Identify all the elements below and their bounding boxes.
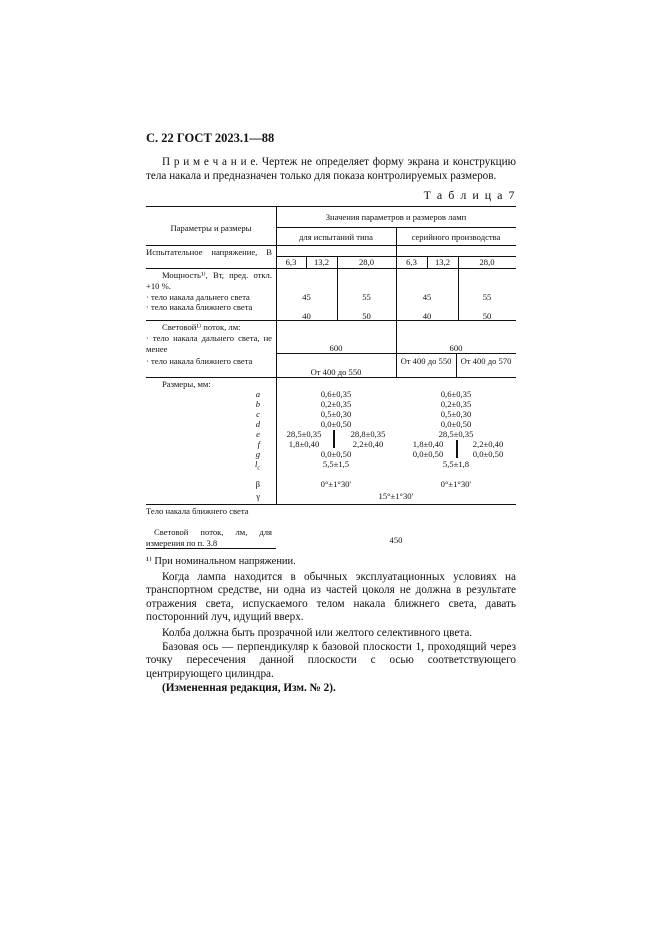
power-far-cell: 45	[302, 292, 311, 302]
dim-g-type: 0,0±0,50	[320, 449, 352, 459]
flux-near-type: От 400 до 550	[310, 367, 362, 377]
dim-symbol: c	[256, 409, 260, 419]
beta-type: 0°±1°30′	[320, 479, 352, 489]
col-head-params: Параметры и размеры	[170, 223, 252, 233]
dim-f-serial-b: 2,2±0,40	[472, 439, 504, 449]
paragraph: Когда лампа находится в обычных эксплуатационных условиях на транспортном средстве, ни одна из частей цоколя не должна в результате отражения света, испускаемого телом накала ближнего света, давать посторонний луч, идущий вверх.	[146, 571, 516, 624]
beta-serial: 0°±1°30′	[440, 479, 472, 489]
flux-far-label: · тело накала дальнего света, не менее	[146, 333, 272, 354]
flux-near-serial-b: От 400 до 570	[460, 356, 512, 366]
table-caption: Т а б л и ц а 7	[423, 188, 516, 202]
dim-symbol: e	[256, 429, 260, 439]
dim-symbol: g	[255, 449, 260, 459]
note	[146, 155, 516, 183]
col-head-type: для испытаний типа	[299, 232, 373, 242]
dim-f-type-a: 1,8±0,40	[288, 439, 320, 449]
gamma-value: 15°±1°30′	[378, 491, 414, 501]
dim-type-value: 0,5±0,30	[320, 409, 352, 419]
dim-type-value: 0,0±0,50	[320, 419, 352, 429]
dim-type-value: 0,2±0,35	[320, 399, 352, 409]
dim-f-type-b: 2,2±0,40	[352, 439, 384, 449]
bracket-bar	[456, 440, 458, 458]
paragraph: Колба должна быть прозрачной или желтого селективного цвета.	[162, 627, 473, 639]
dim-g-serial-b: 0,0±0,50	[472, 449, 504, 459]
dim-lc-type: 5,5±1,5	[322, 459, 350, 469]
power-near-cell: 50	[482, 311, 492, 321]
note-label: П р и м е ч а н и е.	[162, 156, 259, 168]
dim-symbol: b	[255, 399, 260, 409]
power-near-cell: 40	[422, 311, 432, 321]
voltage-cell: 13,2	[434, 257, 451, 267]
bracket-bar	[333, 430, 335, 448]
power-far-label: · тело накала дальнего света	[146, 292, 250, 302]
dim-symbol: d	[255, 419, 260, 429]
dim-lc-serial: 5,5±1,8	[442, 459, 470, 469]
power-near-label: · тело накала ближнего света	[146, 302, 253, 312]
near-flux-value: 450	[389, 535, 403, 545]
flux-far-type: 600	[329, 343, 343, 353]
col-head-values: Значения параметров и размеров ламп	[325, 212, 467, 222]
paragraph: Базовая ось — перпендикуляр к базовой плоскости 1, проходящий через точку пересечения данной плоскости с осью соответствующего центрирующего цилиндра.	[146, 641, 516, 680]
col-head-serial: серийного производства	[411, 232, 501, 242]
dim-symbol: $l_c$	[254, 459, 260, 472]
power-far-cell: 55	[482, 292, 492, 302]
voltage-cell: 28,0	[479, 257, 495, 267]
power-near-cell: 50	[362, 311, 371, 321]
power-label: Мощность¹⁾, Вт, пред. откл. +10 %.	[146, 270, 272, 291]
note-text: Чертеж не определяет форму экрана и конструкцию тела накала и предназначен только для показа контролируемых размеров.	[146, 156, 516, 182]
voltage-label: Испытательное напряжение, В	[146, 247, 272, 257]
amendment: (Измененная редакция, Изм. № 2).	[162, 682, 336, 694]
footnote: ¹⁾ При номинальном напряжении.	[146, 556, 296, 567]
near-flux-label: Световой поток, лм, для измерения по п. 3.8	[146, 527, 272, 548]
dim-serial-value: 0,5±0,30	[440, 409, 472, 419]
flux-near-label: · тело накала ближнего света	[146, 356, 253, 366]
flux-near-serial-a: От 400 до 550	[400, 356, 452, 366]
beta-symbol: β	[255, 479, 260, 489]
flux-far-serial: 600	[449, 343, 463, 353]
dim-e-type-b: 28,8±0,35	[350, 429, 386, 439]
voltage-cell: 6,3	[285, 257, 297, 267]
page-header: С. 22 ГОСТ 2023.1—88	[146, 131, 275, 145]
voltage-cell: 28,0	[358, 257, 375, 267]
dim-g-serial-a: 0,0±0,50	[412, 449, 444, 459]
voltage-cell: 6,3	[406, 257, 417, 267]
dim-type-value: 0,6±0,35	[320, 389, 352, 399]
dim-e-serial: 28,5±0,35	[438, 429, 474, 439]
dim-e-type-a: 28,5±0,35	[286, 429, 322, 439]
dim-serial-value: 0,0±0,50	[440, 419, 472, 429]
dim-serial-value: 0,6±0,35	[440, 389, 472, 399]
near-body-label: Тело накала ближнего света	[146, 506, 249, 516]
dim-f-serial-a: 1,8±0,40	[412, 439, 444, 449]
voltage-cell: 13,2	[313, 257, 330, 267]
dim-symbol: f	[257, 439, 260, 449]
dim-serial-value: 0,2±0,35	[440, 399, 472, 409]
power-far-cell: 55	[362, 292, 371, 302]
gamma-symbol: γ	[256, 491, 260, 501]
power-far-cell: 45	[422, 292, 432, 302]
flux-label: Световой¹⁾ поток, лм:	[162, 322, 241, 332]
power-near-cell: 40	[302, 311, 311, 321]
dim-symbol: a	[255, 389, 260, 399]
dims-label: Размеры, мм:	[162, 379, 211, 389]
